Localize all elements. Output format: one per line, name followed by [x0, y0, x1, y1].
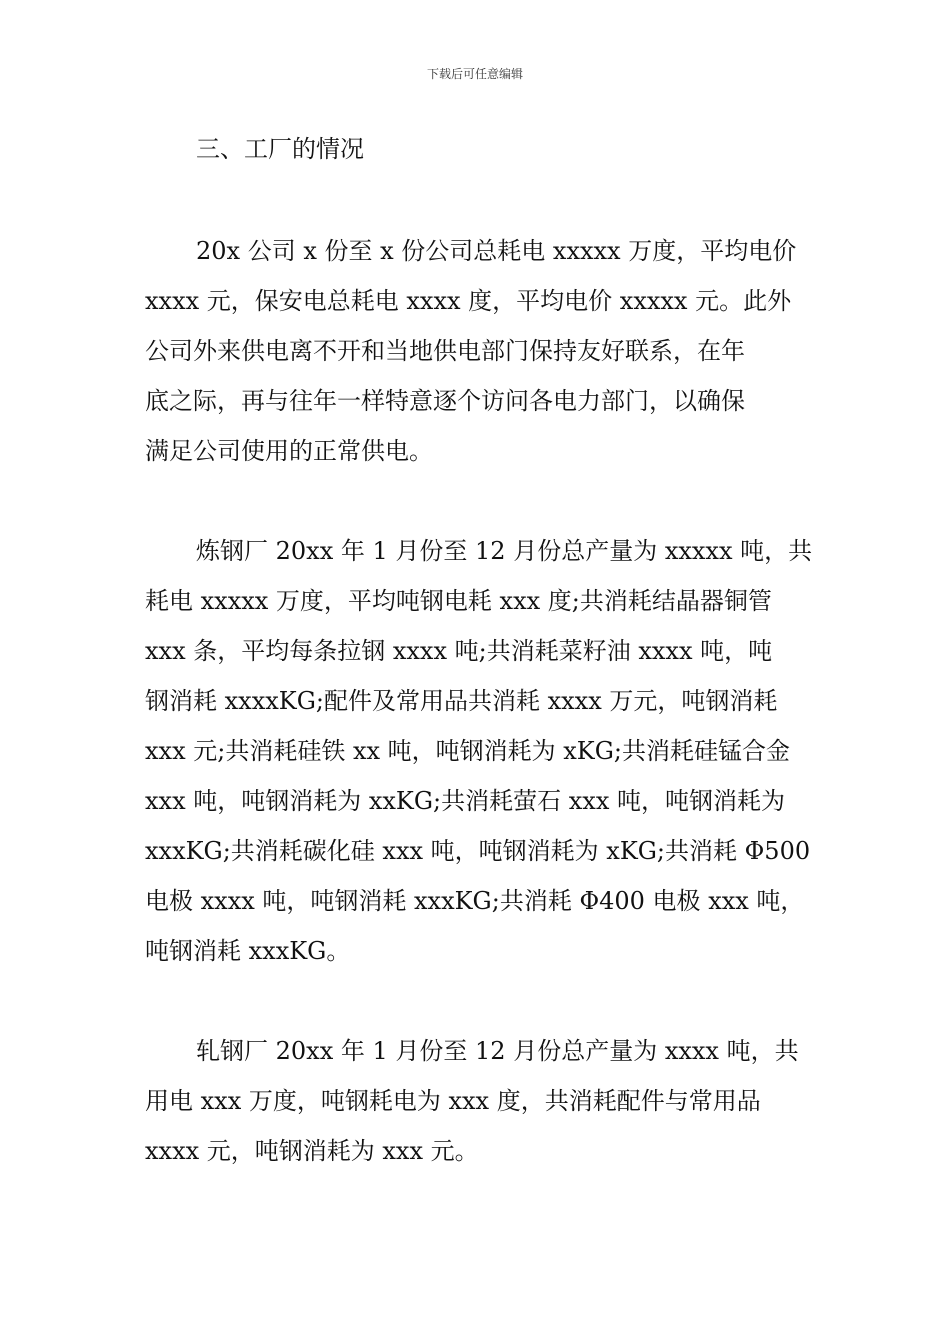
paragraph-line: 轧钢厂 20xx 年 1 月份至 12 月份总产量为 xxxx 吨，共 [196, 1037, 799, 1065]
paragraph-line: 钢消耗 xxxxKG;配件及常用品共消耗 xxxx 万元，吨钢消耗 [145, 687, 778, 715]
paragraph-line: xxxx 元，保安电总耗电 xxxx 度，平均电价 xxxxx 元。此外 [145, 287, 792, 315]
paragraph-line: 20x 公司 x 份至 x 份公司总耗电 xxxxx 万度，平均电价 [196, 237, 797, 265]
paragraph-line: 吨钢消耗 xxxKG。 [145, 937, 351, 965]
paragraph-line: 满足公司使用的正常供电。 [145, 437, 433, 465]
paragraph-line: xxx 元;共消耗硅铁 xx 吨，吨钢消耗为 xKG;共消耗硅锰合金 [145, 737, 790, 765]
paragraph-line: xxxKG;共消耗碳化硅 xxx 吨，吨钢消耗为 xKG;共消耗 Φ500 [145, 837, 811, 865]
section-heading: 三、工厂的情况 [196, 135, 364, 163]
paragraph-line: 炼钢厂 20xx 年 1 月份至 12 月份总产量为 xxxxx 吨，共 [196, 537, 813, 565]
paragraph-line: 底之际，再与往年一样特意逐个访问各电力部门，以确保 [145, 387, 745, 415]
paragraph-line: xxx 条，平均每条拉钢 xxxx 吨;共消耗菜籽油 xxxx 吨，吨 [145, 637, 773, 665]
paragraph-line: xxx 吨，吨钢消耗为 xxKG;共消耗萤石 xxx 吨，吨钢消耗为 [145, 787, 785, 815]
paragraph-line: 公司外来供电离不开和当地供电部门保持友好联系，在年 [145, 337, 745, 365]
paragraph-line: xxxx 元，吨钢消耗为 xxx 元。 [145, 1137, 479, 1165]
paragraph-rolling-mill [145, 1026, 810, 1176]
paragraph-steelmaking-plant [145, 526, 813, 976]
paragraph-power-consumption [145, 226, 810, 476]
paragraph-line: 耗电 xxxxx 万度，平均吨钢电耗 xxx 度;共消耗结晶器铜管 [145, 587, 772, 615]
page-header-note: 下载后可任意编辑 [426, 67, 523, 81]
paragraph-line: 电极 xxxx 吨，吨钢消耗 xxxKG;共消耗 Φ400 电极 xxx 吨， [145, 887, 805, 915]
paragraph-line: 用电 xxx 万度，吨钢耗电为 xxx 度，共消耗配件与常用品 [145, 1087, 761, 1115]
